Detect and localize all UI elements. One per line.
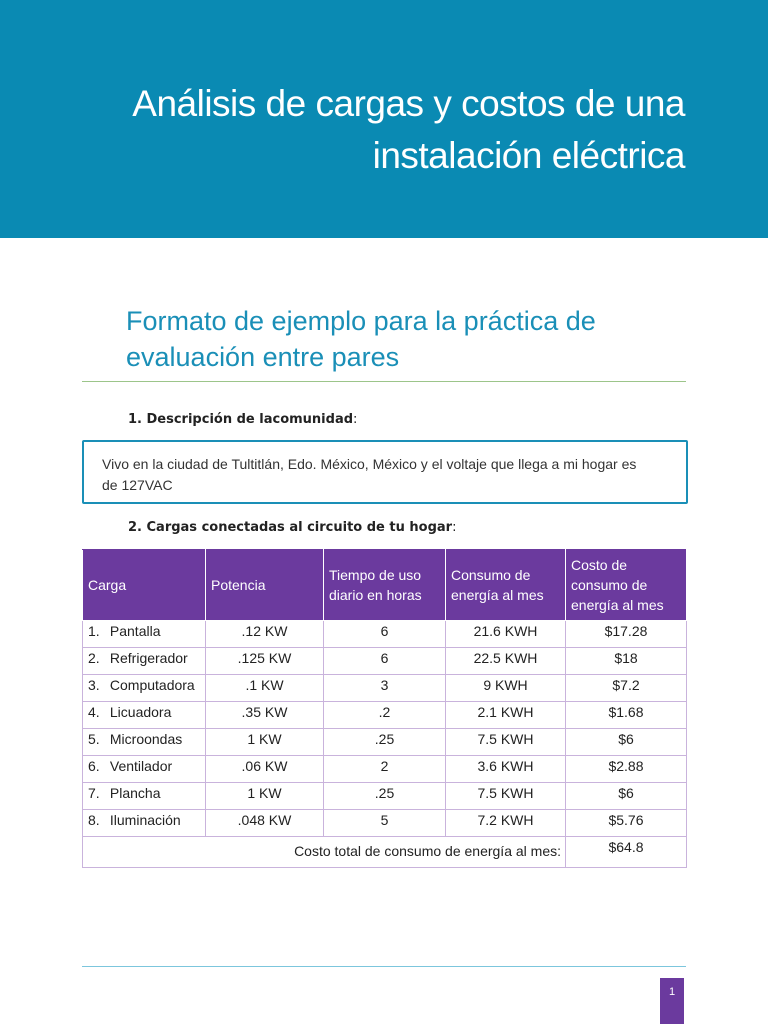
cell-potencia: 1 KW — [206, 729, 324, 756]
cell-tiempo: 5 — [324, 810, 446, 837]
title-line-2: instalación eléctrica — [372, 135, 685, 176]
cell-tiempo: 2 — [324, 756, 446, 783]
document-title — [65, 78, 685, 182]
cell-potencia: .12 KW — [206, 621, 324, 648]
footer-divider — [82, 966, 686, 967]
section-2-colon: : — [452, 520, 457, 535]
table-row — [83, 729, 687, 756]
cell-tiempo: 6 — [324, 621, 446, 648]
table-row — [83, 648, 687, 675]
cell-consumo: 7.5 KWH — [446, 783, 566, 810]
cell-tiempo: 6 — [324, 648, 446, 675]
cell-costo: $2.88 — [566, 756, 687, 783]
cell-potencia: .35 KW — [206, 702, 324, 729]
table-row — [83, 783, 687, 810]
cell-tiempo: .2 — [324, 702, 446, 729]
cell-tiempo: .25 — [324, 783, 446, 810]
table-row — [83, 675, 687, 702]
cell-consumo: 3.6 KWH — [446, 756, 566, 783]
total-row — [83, 837, 687, 868]
header-potencia: Potencia — [206, 550, 324, 621]
cell-potencia: 1 KW — [206, 783, 324, 810]
cell-carga: 1. Pantalla — [83, 621, 206, 648]
cell-tiempo: .25 — [324, 729, 446, 756]
header-carga: Carga — [83, 550, 206, 621]
table-row — [83, 702, 687, 729]
section-2-label: 2. Cargas conectadas al circuito de tu hogar — [128, 520, 453, 535]
section-1-label: 1. Descripción de lacomunidad — [128, 412, 354, 427]
cell-carga: 6. Ventilador — [83, 756, 206, 783]
header-tiempo: Tiempo de uso diario en horas — [324, 550, 446, 621]
section-1-heading — [128, 412, 357, 427]
cell-costo: $5.76 — [566, 810, 687, 837]
loads-table — [82, 549, 687, 868]
cell-costo: $6 — [566, 729, 687, 756]
cell-tiempo: 3 — [324, 675, 446, 702]
cell-carga: 5. Microondas — [83, 729, 206, 756]
cell-costo: $6 — [566, 783, 687, 810]
cell-consumo: 7.2 KWH — [446, 810, 566, 837]
cell-consumo: 9 KWH — [446, 675, 566, 702]
cell-potencia: .1 KW — [206, 675, 324, 702]
cell-carga: 3. Computadora — [83, 675, 206, 702]
subtitle-line-2: evaluación entre pares — [126, 342, 400, 372]
cell-costo: $17.28 — [566, 621, 687, 648]
cell-carga: 2. Refrigerador — [83, 648, 206, 675]
cell-carga: 4. Licuadora — [83, 702, 206, 729]
section-1-colon: : — [353, 412, 358, 427]
section-2-heading — [128, 520, 456, 535]
table-row — [83, 810, 687, 837]
cell-costo: $18 — [566, 648, 687, 675]
header-banner — [0, 0, 768, 238]
header-costo: Costo de consumo de energía al mes — [566, 550, 687, 621]
community-description-text: Vivo en la ciudad de Tultitlán, Edo. México, México y el voltaje que llega a mi hogar es de 127VAC — [102, 456, 637, 493]
table-row — [83, 756, 687, 783]
subtitle-line-1: Formato de ejemplo para la práctica de — [126, 306, 596, 336]
cell-consumo: 22.5 KWH — [446, 648, 566, 675]
total-label: Costo total de consumo de energía al mes: — [83, 837, 566, 868]
document-subtitle — [126, 303, 646, 375]
cell-consumo: 2.1 KWH — [446, 702, 566, 729]
table-row — [83, 621, 687, 648]
cell-costo: $7.2 — [566, 675, 687, 702]
community-description-box — [82, 440, 688, 504]
title-line-1: Análisis de cargas y costos de una — [132, 83, 685, 124]
cell-costo: $1.68 — [566, 702, 687, 729]
cell-potencia: .125 KW — [206, 648, 324, 675]
cell-potencia: .048 KW — [206, 810, 324, 837]
cell-potencia: .06 KW — [206, 756, 324, 783]
cell-carga: 7. Plancha — [83, 783, 206, 810]
page-number: 1 — [660, 978, 684, 1024]
table-header-row — [83, 550, 687, 621]
divider — [82, 381, 686, 382]
header-consumo: Consumo de energía al mes — [446, 550, 566, 621]
cell-carga: 8. Iluminación — [83, 810, 206, 837]
cell-consumo: 7.5 KWH — [446, 729, 566, 756]
total-value: $64.8 — [566, 837, 687, 868]
cell-consumo: 21.6 KWH — [446, 621, 566, 648]
